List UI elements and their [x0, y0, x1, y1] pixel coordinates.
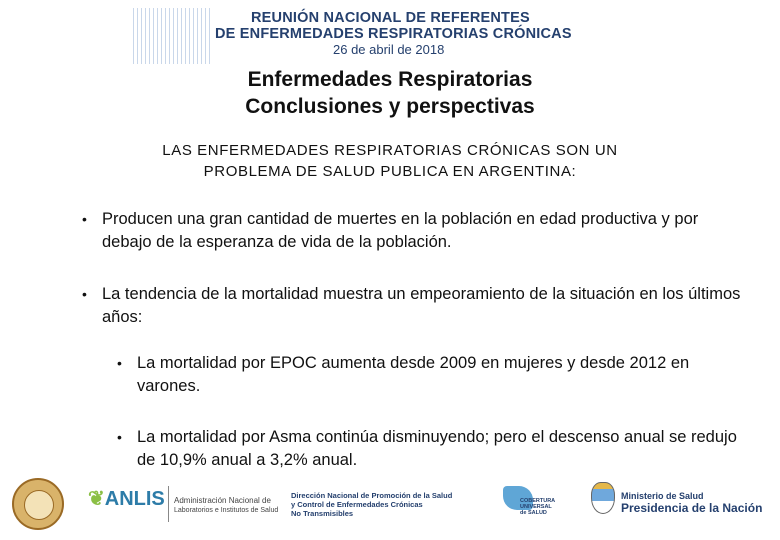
ministerio-line-1: Ministerio de Salud: [621, 491, 704, 501]
anlis-logo: [88, 486, 165, 511]
ministerio-line-2: Presidencia de la Nación: [621, 501, 763, 515]
direccion-line-1: Dirección Nacional de Promoción de la Salud: [291, 491, 453, 500]
bullet-text: La mortalidad por Asma continúa disminuyendo; pero el descenso anual se redujo de 10,9% anual a 3,2% anual.: [137, 428, 737, 469]
banner-stripe-pattern: [133, 8, 213, 64]
sub-bullet-item: [117, 352, 737, 398]
cobertura-line-1: COBERTURA: [520, 498, 556, 504]
cobertura-line-2: UNIVERSAL: [520, 504, 552, 510]
footer-logos: [0, 478, 780, 530]
banner-date: 26 de abril de 2018: [333, 42, 445, 57]
bullet-dot-icon: •: [117, 355, 122, 371]
bullet-item: [82, 283, 752, 329]
bullet-item: [82, 208, 752, 254]
subtitle-line-1: LAS ENFERMEDADES RESPIRATORIAS CRÓNICAS SON UN: [162, 142, 618, 159]
anlis-leaf-icon: ❦: [88, 488, 105, 510]
bullet-dot-icon: •: [117, 429, 122, 445]
anlis-line-2: Laboratorios e Institutos de Salud: [174, 507, 279, 514]
coat-of-arms-icon: [591, 482, 615, 514]
anlis-logo-text: ANLIS: [104, 488, 165, 510]
cobertura-line-3: de SALUD: [520, 510, 547, 516]
bullet-text: La tendencia de la mortalidad muestra un empeoramiento de la situación en los últimos años:: [102, 285, 741, 326]
bullet-text: La mortalidad por EPOC aumenta desde 2009 en mujeres y desde 2012 en varones.: [137, 354, 690, 395]
banner-line-1: REUNIÓN NACIONAL DE REFERENTES: [251, 10, 530, 26]
bullet-text: Producen una gran cantidad de muertes en la población en edad productiva y por debajo de la esperanza de vida de la población.: [102, 210, 699, 251]
event-banner: [133, 8, 572, 64]
slide-title-line-2: Conclusiones y perspectivas: [245, 95, 535, 118]
institution-seal-icon: [12, 478, 64, 530]
slide-title-line-1: Enfermedades Respiratorias: [247, 68, 533, 91]
direccion-line-2: y Control de Enfermedades Crónicas: [291, 500, 423, 509]
banner-line-2: DE ENFERMEDADES RESPIRATORIAS CRÓNICAS: [215, 26, 572, 42]
anlis-divider: [168, 486, 169, 522]
direccion-line-3: No Transmisibles: [291, 509, 354, 518]
bullet-dot-icon: •: [82, 286, 87, 302]
bullet-dot-icon: •: [82, 211, 87, 227]
subtitle-line-2: PROBLEMA DE SALUD PUBLICA EN ARGENTINA:: [203, 163, 577, 180]
sub-bullet-item: [117, 426, 747, 472]
anlis-line-1: Administración Nacional de: [174, 496, 271, 505]
